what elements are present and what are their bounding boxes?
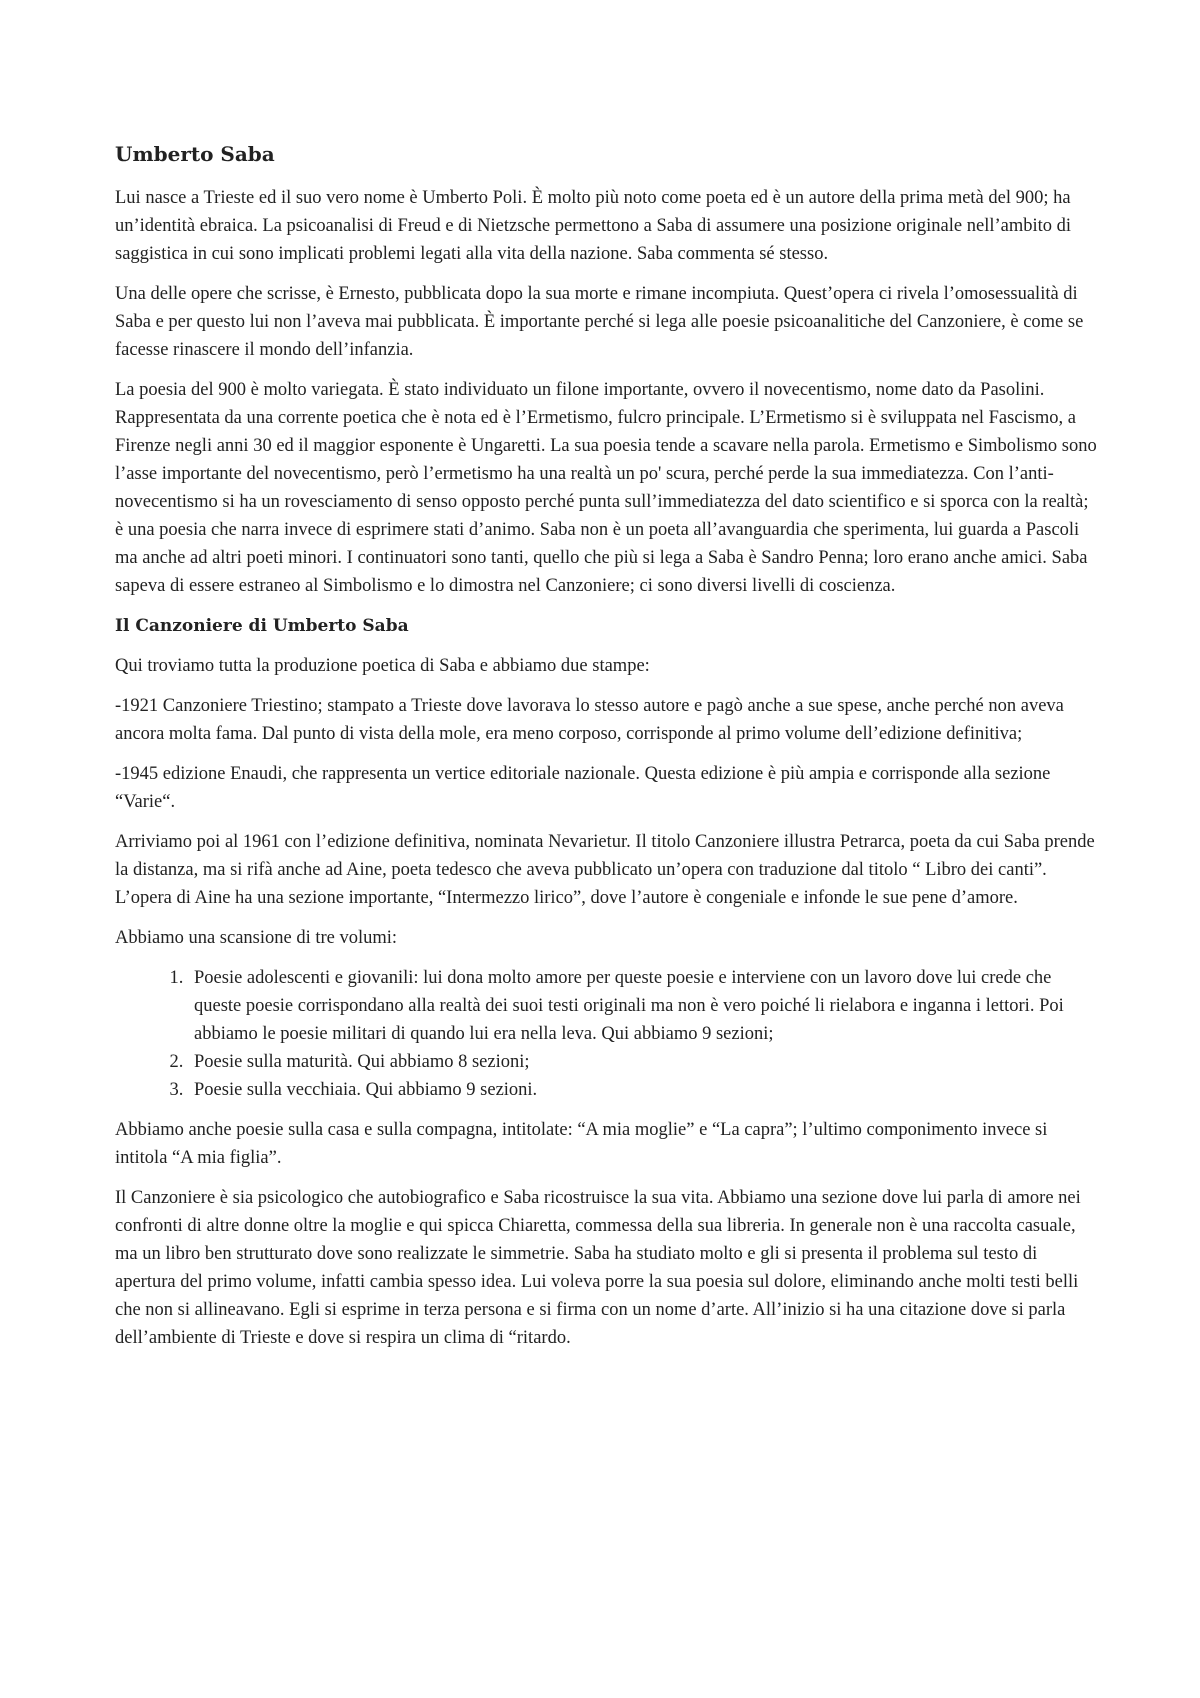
paragraph-edition-1921: -1921 Canzoniere Triestino; stampato a Trieste dove lavorava lo stesso autore e pagò anche a sue spese, anche perché non aveva ancora molta fama. Dal punto di vista della mole, era meno corposo, corrisponde al primo volume dell’edizione definitiva; (115, 696, 1064, 744)
paragraph-biography: Lui nasce a Trieste ed il suo vero nome è Umberto Poli. È molto più noto come poeta ed è un autore della prima metà del 900; ha un’identità ebraica. La psicoanalisi di Freud e di Nietzsche permettono a Saba di assumere una posizione originale nell’ambito di saggistica in cui sono implicati problemi legati alla vita della nazione. Saba commenta sé stesso. (115, 188, 1072, 264)
paragraph-canzoniere-structure: Il Canzoniere è sia psicologico che autobiografico e Saba ricostruisce la sua vita. Abbiamo una sezione dove lui parla di amore nei confronti di altre donne oltre la moglie e qui spicca Chiaretta, commessa della sua libreria. In generale non è una raccolta casuale, ma un libro ben strutturato dove sono realizzate le simmetrie. Saba ha studiato molto e gli si presenta il problema sul testo di apertura del primo volume, infatti cambia spesso idea. Lui voleva porre la sua poesia sul dolore, eliminando anche molti testi belli che non si allineavano. Egli si esprime in terza persona e si firma con un nome d’arte. All’inizio si ha una citazione dove si parla dell’ambiente di Trieste e dove si respira un clima di “ritardo. (115, 1188, 1081, 1348)
section-title: Il Canzoniere di Umberto Saba (115, 616, 409, 636)
paragraph-editions-intro: Qui troviamo tutta la produzione poetica di Saba e abbiamo due stampe: (115, 656, 650, 676)
paragraph-ernesto: Una delle opere che scrisse, è Ernesto, pubblicata dopo la sua morte e rimane incompiuta. Quest’opera ci rivela l’omosessualità di Saba e per questo lui non l’aveva mai pubblicata. È importante perché si lega alle poesie psicoanalitiche del Canzoniere, è come se facesse rinascere il mondo dell’infanzia. (115, 284, 1084, 360)
list-item: 2. Poesie sulla maturità. Qui abbiamo 8 sezioni; (188, 1048, 1100, 1076)
paragraph-edition-1945: -1945 edizione Enaudi, che rappresenta un vertice editoriale nazionale. Questa edizione è più ampia e corrisponde alla sezione “Varie“. (115, 764, 1051, 812)
paragraph-volumes-intro: Abbiamo una scansione di tre volumi: (115, 928, 398, 948)
paragraph-poetry-900: La poesia del 900 è molto variegata. È stato individuato un filone importante, ovvero il novecentismo, nome dato da Pasolini. Rappresentata da una corrente poetica che è nota ed è l’Ermetismo, fulcro principale. L’Ermetismo si è sviluppata nel Fascismo, a Firenze negli anni 30 ed il maggior esponente è Ungaretti. La sua poesia tende a scavare nella parola. Ermetismo e Simbolismo sono l’asse importante del novecentismo, però l’ermetismo ha una realtà un po' scura, perché perde la sua immediatezza. Con l’anti-novecentismo si ha un rovesciamento di senso opposto perché punta sull’immediatezza del dato scientifico e si sporca con la realtà; è una poesia che narra invece di esprimere stati d’animo. Saba non è un poeta all’avanguardia che sperimenta, lui guarda a Pascoli ma anche ad altri poeti minori. I continuatori sono tanti, quello che più si lega a Saba è Sandro Penna; loro erano anche amici. Saba sapeva di essere estraneo al Simbolismo e lo dimostra nel Canzoniere; ci sono diversi livelli di coscienza. (115, 380, 1097, 596)
paragraph-edition-1961: Arriviamo poi al 1961 con l’edizione definitiva, nominata Nevarietur. Il titolo Canzoniere illustra Petrarca, poeta da cui Saba prende la distanza, ma si rifà anche ad Aine, poeta tedesco che aveva pubblicato un’opera con traduzione dal titolo “ Libro dei canti”. L’opera di Aine ha una sezione importante, “Intermezzo lirico”, dove l’autore è congeniale e infonde le sue pene d’amore. (115, 832, 1095, 908)
list-item: 1. Poesie adolescenti e giovanili: lui dona molto amore per queste poesie e interviene con un lavoro dove lui crede che queste poesie corrispondano alla realtà dei suoi testi originali ma non è vero poiché li rielabora e inganna i lettori. Poi abbiamo le poesie militari di quando lui era nella leva. Qui abbiamo 9 sezioni; (188, 964, 1100, 1048)
document-title: Umberto Saba (115, 142, 275, 166)
volumes-list (115, 964, 1100, 1104)
list-item: 3. Poesie sulla vecchiaia. Qui abbiamo 9 sezioni. (188, 1076, 1100, 1104)
paragraph-family-poems: Abbiamo anche poesie sulla casa e sulla compagna, intitolate: “A mia moglie” e “La capra”; l’ultimo componimento invece si intitola “A mia figlia”. (115, 1120, 1048, 1168)
